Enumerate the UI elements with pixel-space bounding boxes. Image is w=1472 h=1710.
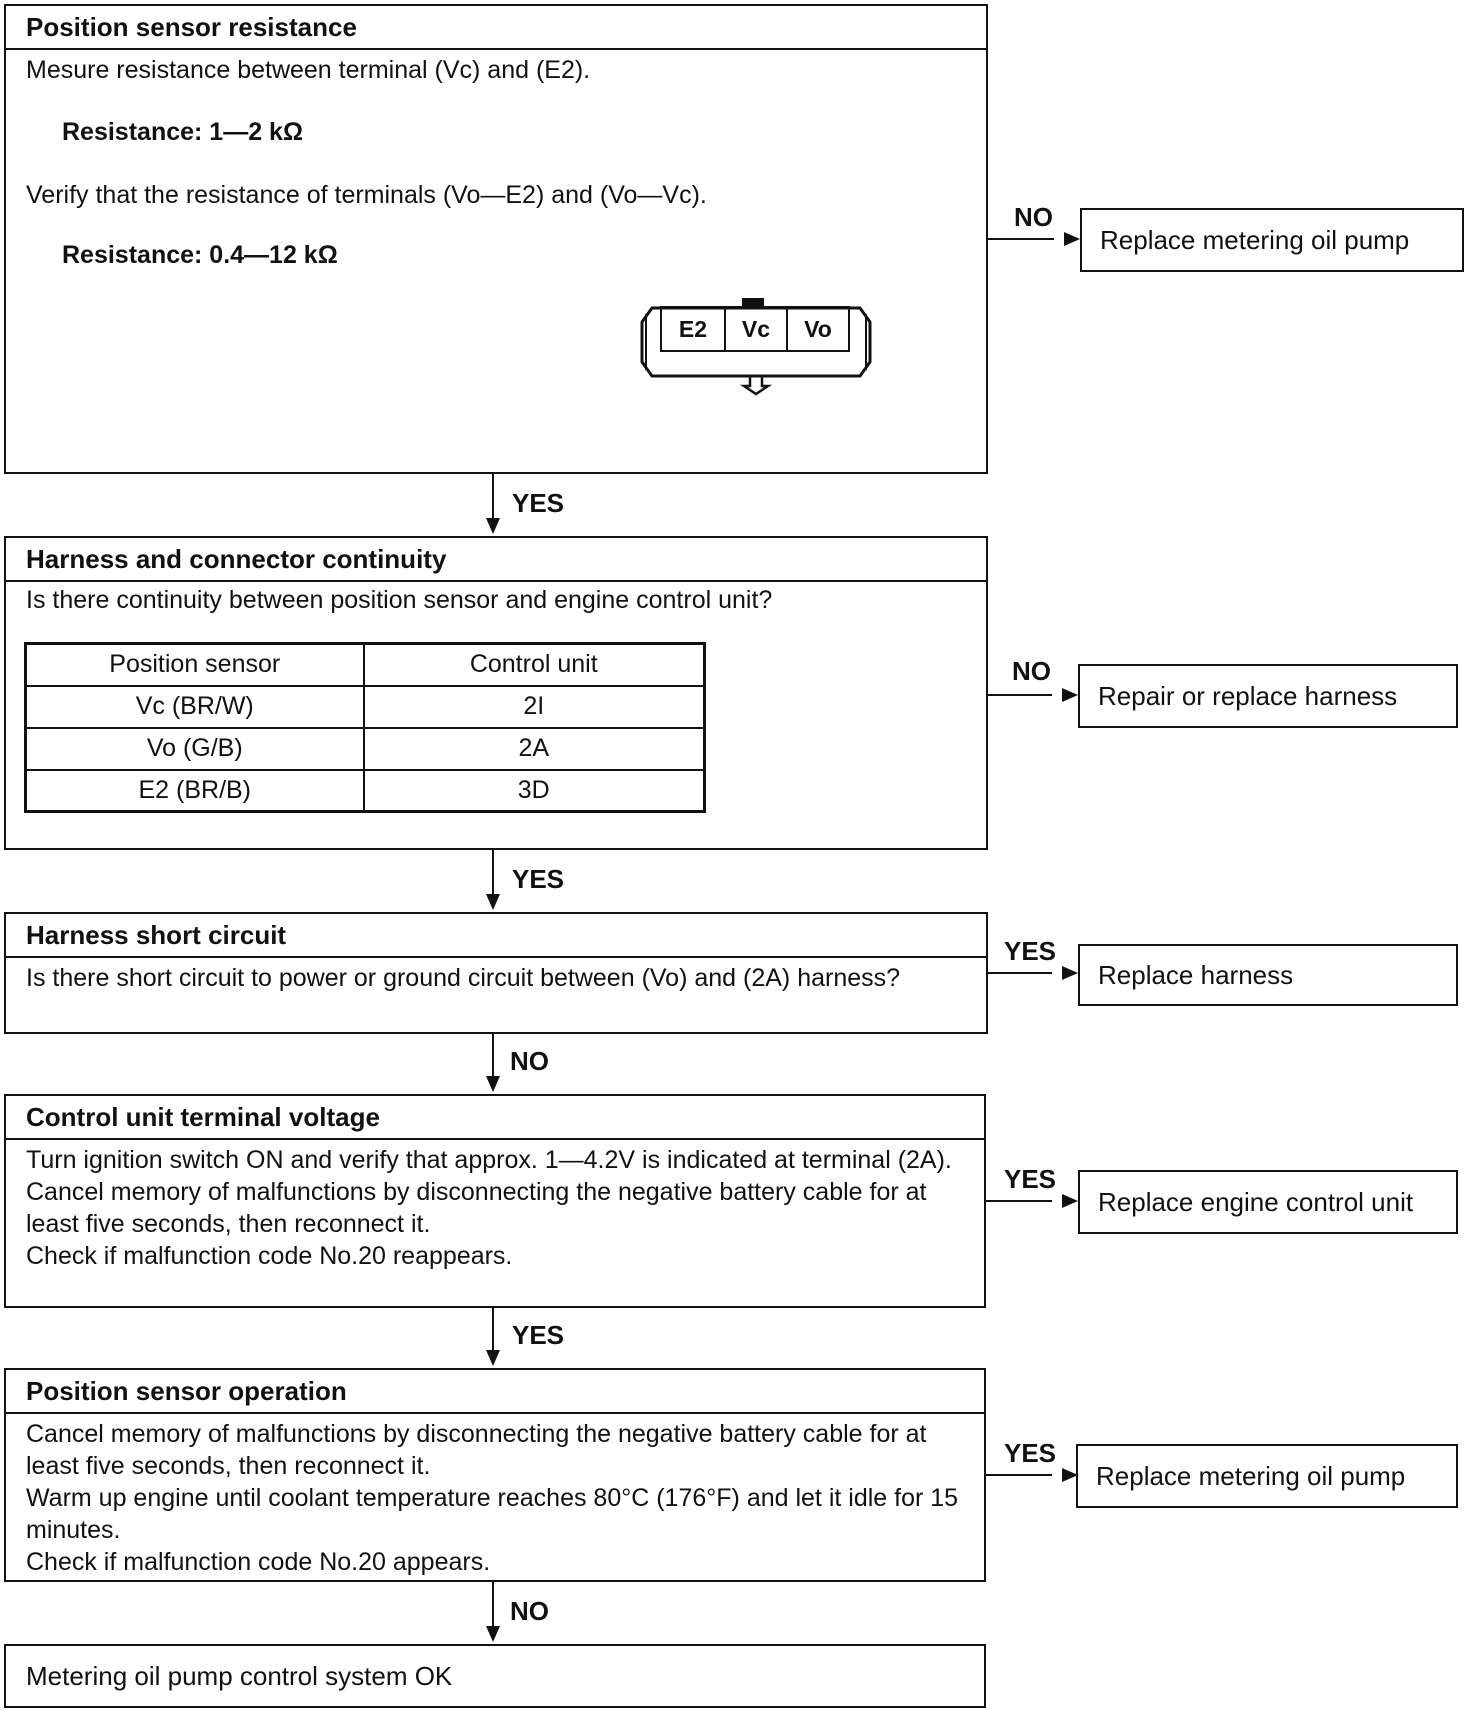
step4-box xyxy=(4,1094,986,1308)
step3-yes-label: YES xyxy=(1004,936,1057,966)
step2-no-result: Repair or replace harness xyxy=(1078,664,1458,728)
step1-no-connector xyxy=(988,238,1054,240)
step4-text-1: Turn ignition switch ON and verify that approx. 1—4.2V is indicated at terminal (2A). xyxy=(26,1146,952,1174)
step2-no-label: NO xyxy=(1012,656,1051,686)
step4-yes-label: YES xyxy=(1004,1164,1057,1194)
step2-question: Is there continuity between position sensor and engine control unit? xyxy=(26,586,773,614)
connector-terminal-vc: Vc xyxy=(724,306,788,352)
step3-yes-arrow xyxy=(1062,966,1078,980)
link5-arrow xyxy=(486,1626,500,1642)
step4-text-2: Cancel memory of malfunctions by disconnecting the negative battery cable for at least five seconds, then reconnect it. xyxy=(26,1178,927,1238)
step5-body xyxy=(26,1418,966,1578)
step1-spec-2: Resistance: 0.4—12 kΩ xyxy=(62,241,338,269)
link5-label: NO xyxy=(510,1596,549,1626)
link2-label: YES xyxy=(512,864,565,894)
step1-no-label: NO xyxy=(1014,202,1053,232)
connector-pointer-icon xyxy=(744,376,768,394)
step4-yes-connector xyxy=(986,1200,1052,1202)
step3-title: Harness short circuit xyxy=(6,914,986,958)
step3-yes-result: Replace harness xyxy=(1078,944,1458,1006)
step3-box xyxy=(4,912,988,1034)
table-cell: 2A xyxy=(364,728,705,770)
step4-yes-arrow xyxy=(1062,1194,1078,1208)
link1-connector xyxy=(492,474,494,518)
continuity-table xyxy=(24,642,706,813)
link2-connector xyxy=(492,850,494,894)
step5-text-1: Cancel memory of malfunctions by disconnecting the negative battery cable for at least five seconds, then reconnect it. xyxy=(26,1420,927,1480)
step1-instruction-1: Mesure resistance between terminal (Vc) and (E2). xyxy=(26,56,591,84)
table-header-row xyxy=(26,644,705,686)
step4-yes-result: Replace engine control unit xyxy=(1078,1170,1458,1234)
step5-text-2: Warm up engine until coolant temperature reaches 80°C (176°F) and let it idle for 15 minutes. xyxy=(26,1484,959,1544)
table-cell: Vo (G/B) xyxy=(26,728,364,770)
step2-box xyxy=(4,536,988,850)
step2-no-arrow xyxy=(1062,688,1078,702)
step1-instruction-2: Verify that the resistance of terminals (Vo—E2) and (Vo—Vc). xyxy=(26,181,707,209)
link1-label: YES xyxy=(512,488,565,518)
connector-diagram xyxy=(638,296,874,396)
table-cell: 2I xyxy=(364,686,705,728)
connector-terminal-vo: Vo xyxy=(786,306,850,352)
step5-box xyxy=(4,1368,986,1582)
step5-yes-result: Replace metering oil pump xyxy=(1076,1444,1458,1508)
step5-text-3: Check if malfunction code No.20 appears. xyxy=(26,1548,491,1576)
step1-no-result: Replace metering oil pump xyxy=(1080,208,1464,272)
link3-arrow xyxy=(486,1076,500,1092)
link3-label: NO xyxy=(510,1046,549,1076)
step5-yes-label: YES xyxy=(1004,1438,1057,1468)
table-row xyxy=(26,728,705,770)
link3-connector xyxy=(492,1034,494,1076)
final-result: Metering oil pump control system OK xyxy=(4,1644,986,1708)
link4-connector xyxy=(492,1308,494,1350)
link5-connector xyxy=(492,1582,494,1626)
step4-text-3: Check if malfunction code No.20 reappears. xyxy=(26,1242,513,1270)
connector-terminal-e2: E2 xyxy=(660,306,726,352)
table-cell: 3D xyxy=(364,770,705,812)
table-cell: Vc (BR/W) xyxy=(26,686,364,728)
step1-title: Position sensor resistance xyxy=(6,6,986,50)
step1-no-arrow xyxy=(1064,232,1080,246)
table-header-position-sensor: Position sensor xyxy=(26,644,364,686)
step2-title: Harness and connector continuity xyxy=(6,538,986,582)
link4-label: YES xyxy=(512,1320,565,1350)
step4-title: Control unit terminal voltage xyxy=(6,1096,984,1140)
step3-yes-connector xyxy=(988,972,1052,974)
table-row xyxy=(26,770,705,812)
step1-spec-1: Resistance: 1—2 kΩ xyxy=(62,118,303,146)
step3-question: Is there short circuit to power or ground circuit between (Vo) and (2A) harness? xyxy=(26,964,901,992)
step2-no-connector xyxy=(988,694,1052,696)
table-cell: E2 (BR/B) xyxy=(26,770,364,812)
step5-title: Position sensor operation xyxy=(6,1370,984,1414)
table-row xyxy=(26,686,705,728)
link1-arrow xyxy=(486,518,500,534)
step4-body xyxy=(26,1144,966,1272)
step1-box xyxy=(4,4,988,474)
step5-yes-connector xyxy=(986,1474,1052,1476)
table-header-control-unit: Control unit xyxy=(364,644,705,686)
link4-arrow xyxy=(486,1350,500,1366)
link2-arrow xyxy=(486,894,500,910)
